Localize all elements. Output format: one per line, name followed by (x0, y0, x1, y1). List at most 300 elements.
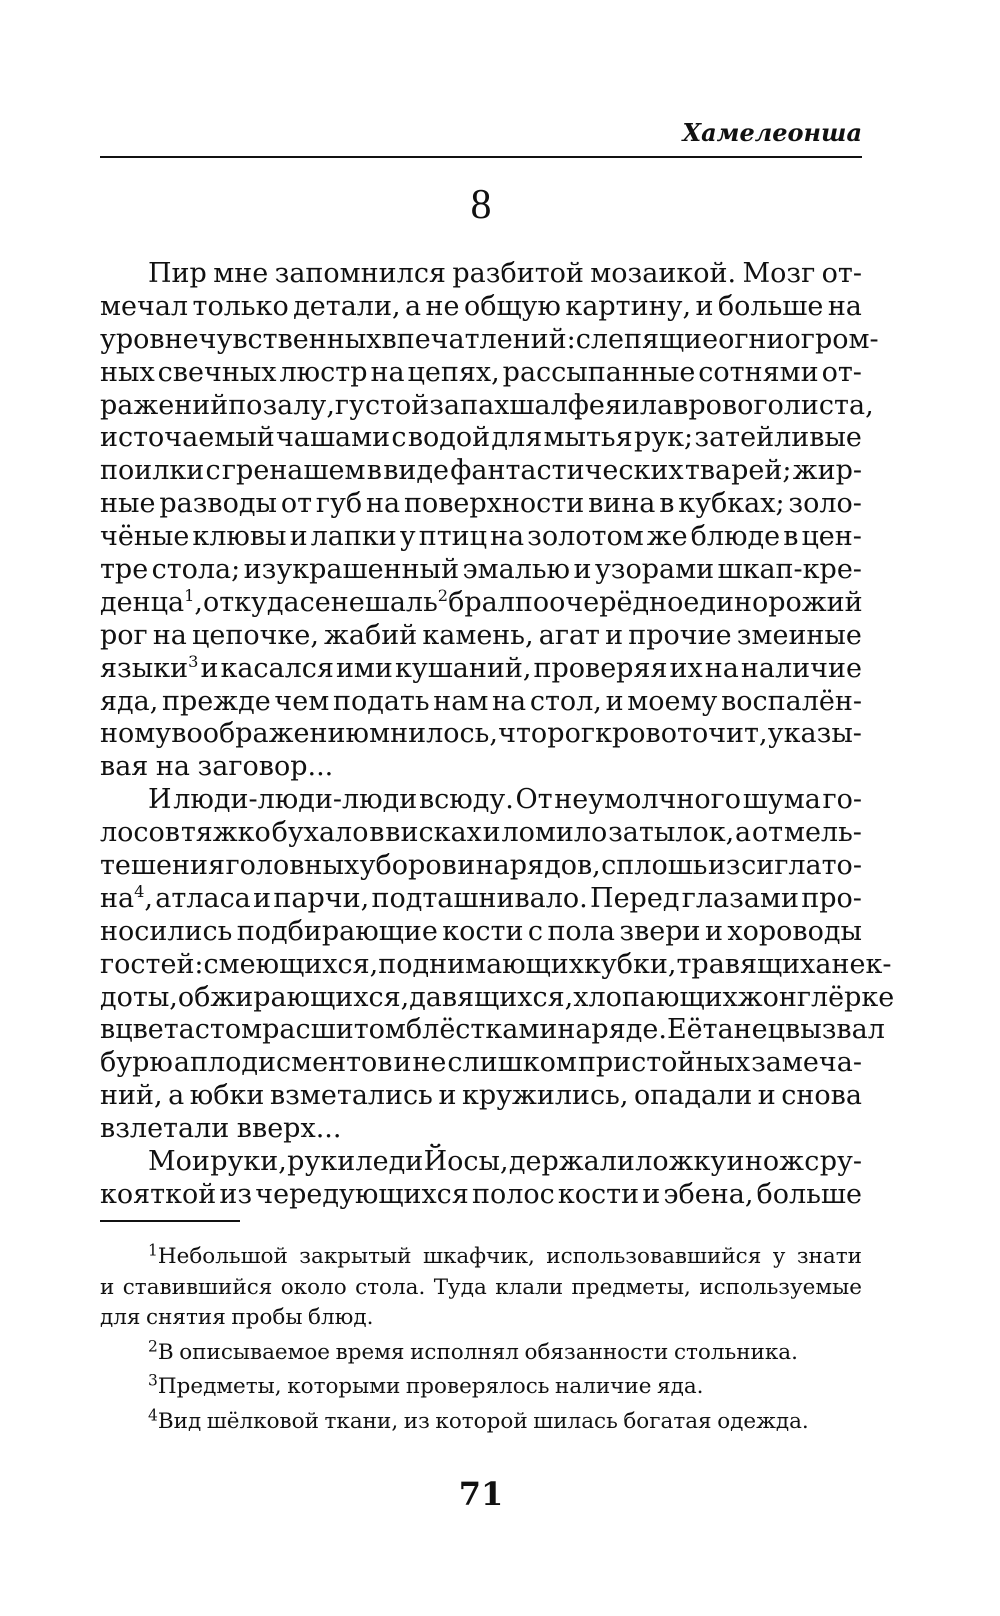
word: ных (100, 356, 155, 388)
word: не (425, 290, 460, 322)
word: изукрашенный (243, 554, 460, 586)
word: чувственных (198, 323, 382, 355)
word: знати (796, 1244, 862, 1269)
word: и (438, 1080, 457, 1112)
word: с (804, 1146, 820, 1178)
word: эмалью (462, 554, 571, 586)
word: кояткой (100, 1178, 217, 1210)
word: лаврового (639, 389, 784, 421)
word: доты, (100, 981, 178, 1013)
word: слепящие (575, 323, 719, 355)
word: на (827, 290, 862, 322)
word: с (205, 455, 221, 487)
word: вая (100, 751, 149, 783)
text-line (100, 653, 862, 686)
word: ломило (501, 817, 608, 849)
word: Мозг (742, 258, 816, 289)
text-line (100, 784, 862, 817)
word: наличие (740, 652, 862, 684)
word: ткани, (324, 1408, 399, 1434)
text-line (100, 323, 879, 357)
word: держали (508, 1146, 635, 1178)
word: уборов (359, 850, 457, 882)
word: ному (100, 718, 172, 750)
word: опадали (633, 1080, 753, 1112)
word: с (527, 915, 544, 947)
word: на (366, 488, 401, 520)
word: проверялось (405, 1374, 550, 1399)
word: использовавшийся (546, 1244, 762, 1269)
word: шилась (533, 1408, 618, 1434)
word: агат (538, 619, 600, 651)
text-line (100, 1047, 862, 1080)
word: цепях, (407, 356, 500, 388)
word: поверхности (403, 488, 585, 520)
word: проверяя (533, 652, 668, 684)
word: сотнями (698, 356, 819, 388)
word: брал (448, 586, 515, 618)
word: и (482, 817, 501, 849)
word: языки$^3$ (100, 651, 199, 684)
word: на (704, 652, 739, 684)
word: Мои (148, 1146, 210, 1178)
word: расшитом (262, 1014, 406, 1046)
word: ные (100, 488, 156, 520)
word: взлетали (100, 1113, 230, 1145)
word: которой (435, 1408, 528, 1434)
word: чёные (100, 521, 190, 553)
word: тяжко (180, 817, 271, 849)
word: поилки (100, 455, 205, 487)
word: подать (332, 685, 430, 717)
word: от- (821, 258, 862, 289)
footnote-line (100, 1338, 862, 1369)
word: И (148, 784, 172, 816)
word: и (200, 652, 219, 684)
text-line (100, 1179, 862, 1212)
word: рассыпанные (502, 356, 696, 388)
running-head: Хамелеонша (682, 118, 862, 147)
word: чем (274, 685, 330, 717)
word: полос (471, 1178, 555, 1210)
word: в (100, 1014, 116, 1046)
text-line (100, 291, 862, 324)
word: ставившийся (122, 1274, 273, 1300)
word: густой (334, 389, 430, 421)
word: нож (744, 1146, 804, 1178)
word: анек- (815, 948, 892, 980)
word: не (412, 1047, 447, 1079)
word: взметались (269, 1080, 433, 1112)
word: кушаний, (394, 652, 532, 684)
word: хороводы (727, 915, 862, 947)
word: наличие (555, 1374, 652, 1399)
word: откуда (202, 586, 300, 618)
word: больше (717, 290, 824, 322)
word: кружились, (461, 1080, 629, 1112)
footnote-separator (100, 1220, 240, 1222)
word: шума (742, 784, 821, 816)
word: носились (100, 915, 233, 947)
word: пола (547, 915, 615, 947)
word: блюд. (308, 1305, 374, 1330)
word: кости (442, 915, 524, 947)
word: атласа (155, 882, 251, 914)
word: и (642, 1178, 661, 1210)
word: а (168, 1080, 185, 1112)
word: нам (433, 685, 489, 717)
word: змеиные (736, 619, 862, 651)
text-line (100, 981, 895, 1015)
word: обязанности (524, 1339, 669, 1365)
text-line (100, 1113, 862, 1146)
word: про- (801, 882, 862, 914)
word: подташнивало. (371, 882, 588, 914)
word: яда, (100, 685, 159, 717)
word: воспалён- (721, 685, 862, 717)
word: затылок, (608, 817, 735, 849)
word: по (228, 389, 263, 421)
word: картину, (565, 290, 692, 322)
word: богатая (623, 1408, 712, 1434)
word: стола; (151, 554, 241, 586)
word: жабий (324, 619, 418, 651)
word: затейливые (694, 422, 862, 454)
word: цветастом (115, 1014, 263, 1046)
word: рук; (633, 422, 694, 454)
word: рог (547, 718, 595, 750)
word: мель- (783, 817, 862, 849)
word: шёлковой (206, 1408, 319, 1434)
word: у (772, 1244, 786, 1269)
word: ру- (819, 1146, 862, 1178)
word: на (370, 356, 405, 388)
word: рог (100, 619, 148, 651)
word: замеча- (751, 1047, 862, 1079)
word: Перед (590, 882, 680, 914)
word: слишком (447, 1047, 577, 1079)
word: жир- (792, 455, 862, 487)
word: жонглёрке (737, 981, 895, 1013)
word: запомнился (274, 258, 446, 289)
word: стольника. (673, 1339, 798, 1365)
word: кубках; (678, 488, 785, 520)
word: травящих (676, 948, 816, 980)
word: одежда. (717, 1408, 809, 1434)
word: свечных (157, 356, 277, 388)
page-number: 71 (458, 1475, 504, 1513)
word: водой (407, 422, 491, 454)
word: стола. (355, 1274, 426, 1300)
word: цепочке, (192, 619, 319, 651)
word: закрытый (299, 1244, 412, 1269)
word: $^4$Вид (148, 1405, 202, 1434)
word: мытья (543, 422, 633, 454)
text-line (100, 883, 862, 916)
footnote-marker[interactable]: 3 (148, 1371, 158, 1390)
word: а (404, 290, 422, 322)
word: Её (666, 1014, 703, 1046)
word: бурю (100, 1047, 173, 1079)
word: тре (100, 554, 149, 586)
word: яда. (657, 1374, 704, 1399)
word: которыми (287, 1374, 401, 1399)
text-line (100, 850, 862, 883)
text-line (100, 389, 874, 423)
word: воображению (171, 718, 369, 750)
word: фантастических (450, 455, 684, 487)
word: пробы (231, 1305, 303, 1330)
word: и (726, 1146, 745, 1178)
word: снятия (146, 1305, 226, 1330)
word: гренашем (221, 455, 366, 487)
word: вызвал (785, 1014, 885, 1046)
word: на (152, 619, 187, 651)
word: из (219, 1178, 253, 1210)
word: и (100, 1274, 115, 1300)
footnote-marker[interactable]: 1 (184, 585, 195, 605)
word: шкап-кре- (717, 554, 862, 586)
word: звери (619, 915, 701, 947)
word: хлопающих (573, 981, 738, 1013)
text-line (100, 554, 862, 587)
word: листа, (783, 389, 874, 421)
word: мнилось, (369, 718, 498, 750)
word: кровоточит, (595, 718, 768, 750)
word: золотом (527, 521, 644, 553)
word: юбки (189, 1080, 265, 1112)
word: сенешаль$^2$ (299, 585, 449, 618)
word: огром- (784, 323, 879, 355)
word: детали, (293, 290, 401, 322)
word: разводы (159, 488, 277, 520)
text-line (100, 620, 862, 653)
word: смеющихся, (203, 948, 379, 980)
word: кубки, (584, 948, 677, 980)
word: всюду. (418, 784, 514, 816)
word: стол, (529, 685, 602, 717)
word: заговор... (197, 751, 334, 783)
word: моему (627, 685, 718, 717)
text-line (100, 718, 862, 751)
word: вина (588, 488, 656, 520)
word: для (100, 1305, 141, 1330)
word: $^3$Предметы, (148, 1371, 282, 1399)
word: на (490, 521, 525, 553)
word: касался (220, 652, 334, 684)
footnotes (100, 1242, 862, 1437)
word: из (707, 850, 741, 882)
word: у (399, 521, 416, 553)
word: чашами (276, 422, 391, 454)
text-line (100, 1080, 862, 1113)
word: руки, (210, 1146, 287, 1178)
word: и (457, 850, 476, 882)
word: парчи, (273, 882, 370, 914)
word: Йосы, (423, 1146, 509, 1178)
footnote-marker[interactable]: 1 (148, 1241, 158, 1260)
word: лапки (310, 521, 397, 553)
word: указы- (767, 718, 862, 750)
word: огни (718, 323, 785, 355)
word: в (369, 817, 385, 849)
footnote-line (100, 1273, 862, 1304)
word: ими (335, 652, 393, 684)
word: аплодисментов (173, 1047, 393, 1079)
footnote-marker[interactable]: 2 (148, 1336, 158, 1355)
word: их (669, 652, 703, 684)
word: в (659, 488, 675, 520)
word: больше (756, 1178, 862, 1210)
word: люстр (279, 356, 368, 388)
word: и (605, 619, 624, 651)
word: Туда (433, 1274, 487, 1300)
word: и (621, 389, 640, 421)
word: клювы (192, 521, 287, 553)
word: неумолчного (554, 784, 742, 816)
word: общую (463, 290, 561, 322)
text-line (100, 488, 862, 521)
text-line (100, 817, 862, 850)
word: тварей; (684, 455, 792, 487)
footnote-line (100, 1303, 862, 1334)
word: залу, (262, 389, 335, 421)
word: для (491, 422, 543, 454)
footnote-marker[interactable]: 4 (148, 1405, 158, 1424)
word: леди (355, 1146, 424, 1178)
chapter-number: 8 (470, 182, 492, 228)
word: прочие (628, 619, 732, 651)
word: в (366, 455, 382, 487)
word: что (498, 718, 548, 750)
word: и (757, 1080, 776, 1112)
word: единорожий (683, 586, 863, 618)
word: От (515, 784, 553, 816)
word: описываемое (179, 1339, 331, 1365)
word: около (280, 1274, 347, 1300)
word: чередующихся (255, 1178, 469, 1210)
word: и (704, 915, 723, 947)
word: прежде (162, 685, 271, 717)
word: в (783, 521, 799, 553)
word: от (280, 488, 313, 520)
word: на (492, 685, 527, 717)
text-line (100, 916, 862, 949)
word: $^1$Небольшой (148, 1241, 288, 1269)
main-text (100, 258, 895, 1212)
word: гостей: (100, 948, 204, 980)
word: глазами (681, 882, 799, 914)
word: головных (225, 850, 360, 882)
word: кости (557, 1178, 640, 1210)
word: мечал (100, 290, 189, 322)
text-line (100, 1014, 885, 1047)
word: Пир (148, 258, 207, 289)
word: сплошь (601, 850, 708, 882)
word: предметы, (571, 1274, 691, 1300)
word: го- (822, 784, 862, 816)
word: исполнял (410, 1339, 519, 1365)
text-line (100, 521, 862, 554)
word: с (391, 422, 407, 454)
footnote-line (100, 1242, 862, 1273)
word: источаемый (100, 422, 275, 454)
word: танец (702, 1014, 786, 1046)
text-line (100, 422, 862, 455)
word: птиц (418, 521, 487, 553)
word: на$^4$, (100, 881, 153, 914)
word: руки (287, 1146, 356, 1178)
word: цен- (801, 521, 862, 553)
word: подбирающие (236, 915, 438, 947)
word: виде (383, 455, 450, 487)
word: и (605, 685, 624, 717)
word: и (695, 290, 714, 322)
text-line (100, 455, 862, 488)
word: узорами (594, 554, 715, 586)
text-line (100, 686, 862, 719)
word: люди-люди-люди (173, 784, 418, 816)
word: пристойных (577, 1047, 751, 1079)
word: висках (385, 817, 482, 849)
text-line (100, 948, 892, 982)
word: шкафчик, (422, 1244, 535, 1269)
word: давящихся, (409, 981, 574, 1013)
footnote-marker[interactable]: 3 (188, 651, 199, 671)
word: лосов (100, 817, 180, 849)
word: поднимающих (378, 948, 584, 980)
word: из (403, 1408, 430, 1434)
word: запах (429, 389, 510, 421)
word: используемые (699, 1274, 862, 1300)
word: на (155, 751, 190, 783)
word: поочерёдно (514, 586, 684, 618)
word: мозаикой. (590, 258, 737, 289)
text-line (100, 1146, 862, 1179)
text-line (100, 751, 862, 784)
word: обжирающихся, (177, 981, 410, 1013)
text-line (100, 258, 862, 291)
word: от- (821, 356, 862, 388)
word: камень, (422, 619, 534, 651)
word: и (393, 1047, 412, 1079)
word: же (646, 521, 688, 553)
word: $^2$В (148, 1336, 174, 1365)
word: блёстками (405, 1014, 558, 1046)
text-line (100, 587, 862, 620)
word: и (253, 882, 272, 914)
word: только (192, 290, 289, 322)
word: снова (781, 1080, 862, 1112)
word: шалфея (509, 389, 622, 421)
word: ний, (100, 1080, 163, 1112)
word: ражений (100, 389, 229, 421)
word: разбитой (452, 258, 584, 289)
word: эбена, (663, 1178, 754, 1210)
footnote-marker[interactable]: 4 (134, 881, 145, 901)
footnote-line (100, 1407, 862, 1438)
word: от (751, 817, 784, 849)
footnote-marker[interactable]: 2 (437, 585, 449, 605)
word: время (335, 1339, 405, 1365)
word: и (573, 554, 592, 586)
word: наряде. (557, 1014, 667, 1046)
word: тешения (100, 850, 226, 882)
word: уровне (100, 323, 199, 355)
word: губ (315, 488, 363, 520)
header-rule (100, 156, 862, 158)
word: блюде (690, 521, 781, 553)
